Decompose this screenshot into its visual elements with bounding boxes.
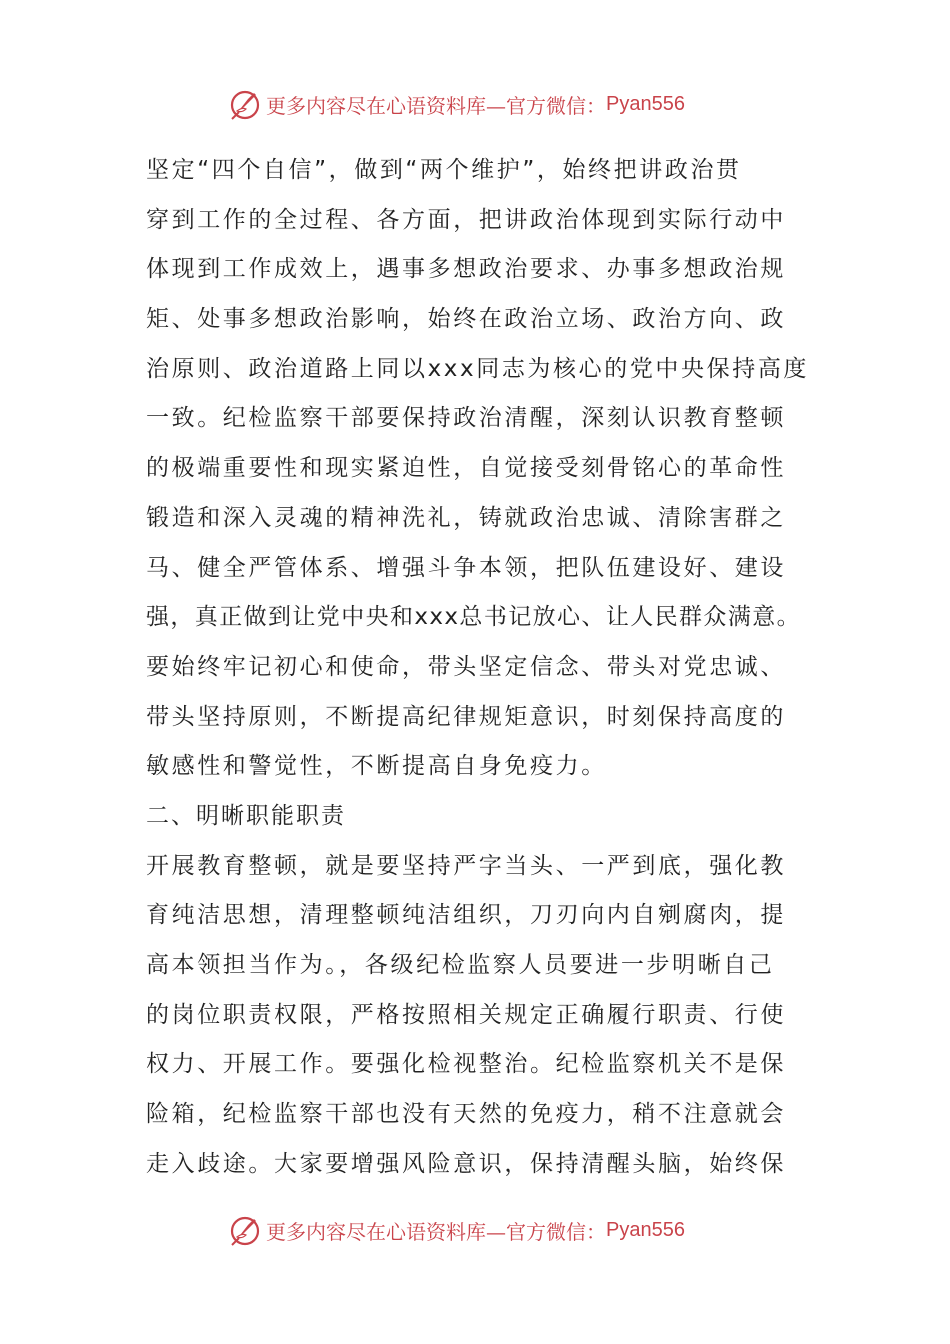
body-text bbox=[146, 146, 826, 1189]
banner-wechat-id: Pyan556 bbox=[606, 1218, 685, 1241]
text-line: 治原则、政治道路上同以xxx同志为核心的党中央保持高度 bbox=[146, 355, 810, 382]
text-line: 马、健全严管体系、增强斗争本领，把队伍建设好、建设 bbox=[146, 554, 786, 581]
banner-text: 更多内容尽在心语资料库—官方微信： bbox=[266, 1219, 606, 1244]
section-heading: 二、明晰职能职责 bbox=[146, 802, 346, 829]
pen-nib-logo-icon bbox=[228, 87, 262, 121]
text-line: 矩、处事多想政治影响，始终在政治立场、政治方向、政 bbox=[146, 306, 786, 333]
footer-watermark-banner bbox=[228, 1212, 685, 1248]
text-line: 一致。纪检监察干部要保持政治清醒，深刻认识教育整顿 bbox=[146, 405, 786, 432]
text-line: 穿到工作的全过程、各方面，把讲政治体现到实际行动中 bbox=[146, 206, 786, 233]
text-line: 高本领担当作为。，各级纪检监察人员要进一步明晰自己 bbox=[146, 952, 775, 978]
text-line: 权力、开展工作。要强化检视整治。纪检监察机关不是保 bbox=[146, 1051, 786, 1078]
text-line: 坚定“四个自信”，做到“两个维护”，始终把讲政治贯 bbox=[146, 157, 742, 183]
text-line: 要始终牢记初心和使命，带头坚定信念、带头对党忠诚、 bbox=[146, 653, 786, 680]
banner-wechat-id: Pyan556 bbox=[606, 92, 685, 115]
banner-text: 更多内容尽在心语资料库—官方微信： bbox=[266, 93, 606, 118]
pen-nib-logo-icon bbox=[228, 1213, 262, 1247]
text-line: 育纯洁思想，清理整顿纯洁组织，刀刃向内自剜腐肉，提 bbox=[146, 902, 786, 929]
text-line: 锻造和深入灵魂的精神洗礼，铸就政治忠诚、清除害群之 bbox=[146, 504, 786, 531]
text-line: 敏感性和警觉性，不断提高自身免疫力。 bbox=[146, 753, 607, 780]
text-line: 的岗位职责权限，严格按照相关规定正确履行职责、行使 bbox=[146, 1001, 786, 1028]
text-line: 开展教育整顿，就是要坚持严字当头、一严到底，强化教 bbox=[146, 852, 786, 879]
header-watermark-banner bbox=[228, 86, 685, 122]
text-line: 的极端重要性和现实紧迫性，自觉接受刻骨铭心的革命性 bbox=[146, 455, 786, 482]
text-line: 强，真正做到让党中央和xxx总书记放心、让人民群众满意。 bbox=[146, 604, 802, 631]
text-line: 带头坚持原则，不断提高纪律规矩意识，时刻保持高度的 bbox=[146, 703, 786, 730]
text-line: 走入歧途。大家要增强风险意识，保持清醒头脑，始终保 bbox=[146, 1150, 786, 1177]
text-line: 险箱，纪检监察干部也没有天然的免疫力，稍不注意就会 bbox=[146, 1101, 786, 1128]
text-line: 体现到工作成效上，遇事多想政治要求、办事多想政治规 bbox=[146, 256, 786, 283]
